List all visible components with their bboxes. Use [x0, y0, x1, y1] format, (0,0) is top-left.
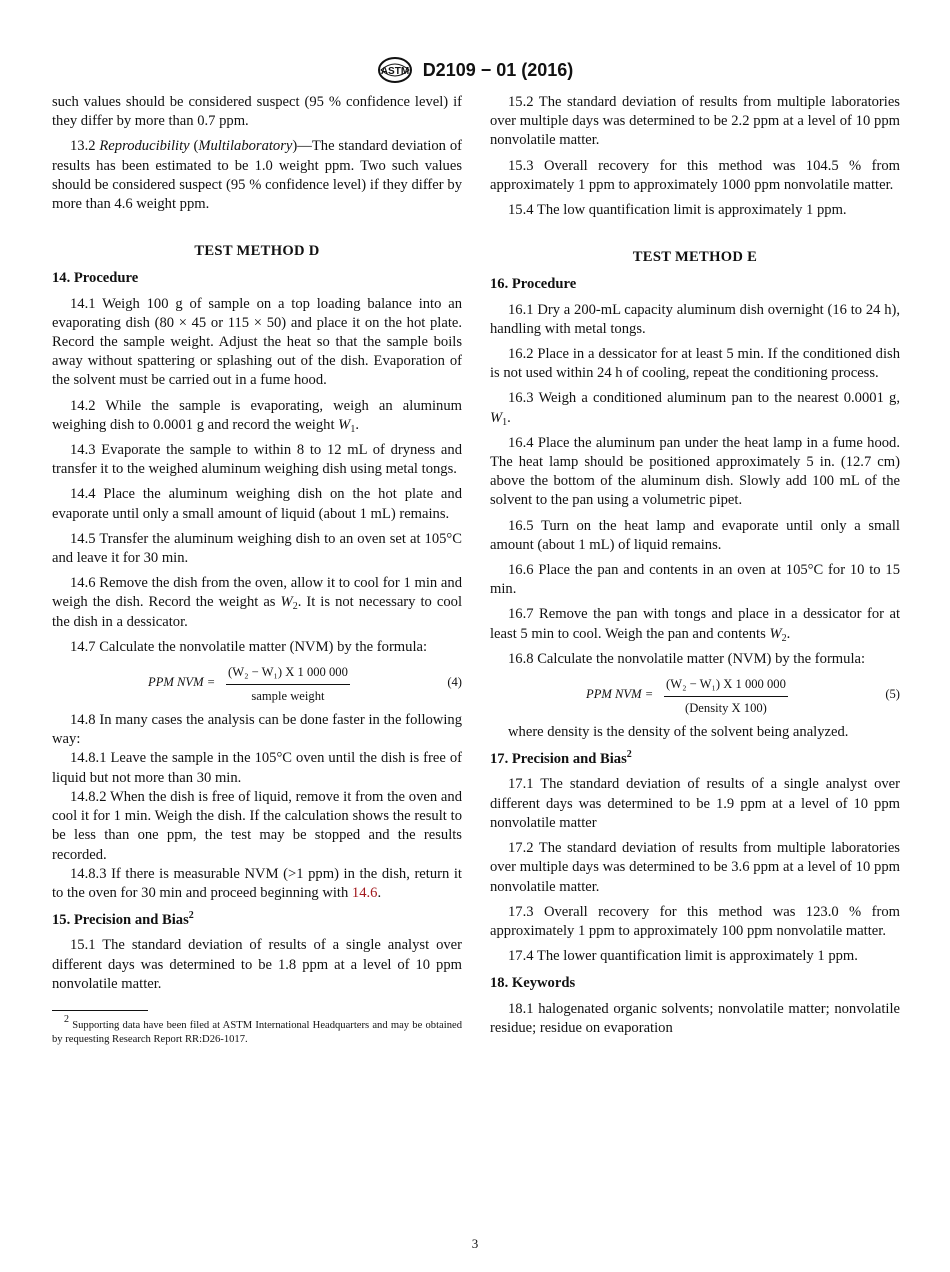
page-header — [0, 56, 950, 84]
paragraph-17-2: 17.2 The standard deviation of results from multiple laboratories over multiple days was determined to be 3.6 ppm at a level of 10 ppm nonvolatile matter. — [490, 840, 900, 895]
equation-5-number: (5) — [885, 687, 900, 702]
test-method-e-heading: TEST METHOD E — [632, 249, 758, 266]
paragraph-14-4: 14.4 Place the aluminum weighing dish on the hot plate and evaporate until only a small amount of liquid (about 1 mL) remains. — [52, 486, 462, 522]
section-18-title: 18. Keywords — [490, 975, 576, 992]
paragraph-16-3: 16.3 Weigh a conditioned aluminum pan to the nearest 0.0001 g, $W_1$. — [490, 390, 900, 428]
equation-4-number: (4) — [447, 675, 462, 690]
section-15-title: 15. Precision and Bias$^2$ — [52, 910, 194, 929]
paragraph-14-1: 14.1 Weigh 100 g of sample on a top loading balance into an evaporating dish (80 × 45 or 115 × 50) and place it on the hot plate. Record the sample weight. Adjust the heat so that the sample boils away without spattering or splashing out of the dish. Evaporation of the solvent must be carried out in a fume hood. — [52, 295, 462, 389]
left-column — [52, 93, 462, 1047]
paragraph-17-3: 17.3 Overall recovery for this method was 123.0 % from approximately 1 ppm to approximately 100 ppm nonvolatile matter. — [490, 903, 900, 939]
equation-4 — [52, 663, 462, 704]
equation-5-fraction — [664, 675, 788, 718]
link-14-6[interactable]: 14.6 — [351, 884, 378, 901]
paragraph-15-4: 15.4 The low quantification limit is approximately 1 ppm. — [508, 202, 847, 219]
paragraph-14-6: 14.6 Remove the dish from the oven, allow it to cool for 1 min and weigh the dish. Record the weight as $W_2$. It is not necessary to cool the dish in a dessicator. — [52, 575, 462, 630]
paragraph-15-1: 15.1 The standard deviation of results of a single analyst over different days was determined to be 1.8 ppm at a level of 10 ppm nonvolatile matter. — [52, 937, 462, 992]
paragraph-17-4: 17.4 The lower quantification limit is approximately 1 ppm. — [508, 948, 858, 965]
equation-4-lhs: PPM NVM = — [148, 675, 216, 690]
paragraph-14-7: 14.7 Calculate the nonvolatile matter (NVM) by the formula: — [70, 638, 428, 655]
equation-5-numerator: (W₂ − W₁) X 1 000 000 — [664, 675, 788, 697]
equation-5 — [490, 675, 900, 716]
paragraph-16-2: 16.2 Place in a dessicator for at least 5 min. If the conditioned dish is not used within 24 h of cooling, repeat the conditioning process. — [490, 346, 900, 382]
paragraph-15-3: 15.3 Overall recovery for this method was 104.5 % from approximately 1 ppm to approximately 1000 ppm nonvolatile matter. — [490, 157, 900, 193]
equation-4-denominator: sample weight — [251, 689, 325, 704]
equation-5-lhs: PPM NVM = — [586, 687, 654, 702]
paragraph-15-2: 15.2 The standard deviation of results from multiple laboratories over multiple days was determined to be 2.2 ppm at a level of 10 ppm nonvolatile matter. — [490, 94, 900, 149]
paragraph-17-1: 17.1 The standard deviation of results of a single analyst over different days was determined to be 1.9 ppm at a level of 10 ppm nonvolatile matter — [490, 776, 900, 831]
paragraph-14-8-3: 14.8.3 If there is measurable NVM (>1 ppm) in the dish, return it to the oven for 30 min and proceed beginning with 14.6. — [52, 865, 462, 901]
paragraph-16-7: 16.7 Remove the pan with tongs and place in a dessicator for at least 5 min to cool. Weigh the pan and contents $W_2$. — [490, 606, 900, 644]
equation-4-numerator: (W₂ − W₁) X 1 000 000 — [226, 663, 350, 685]
paragraph-16-1: 16.1 Dry a 200-mL capacity aluminum dish overnight (16 to 24 h), handling with metal tongs. — [490, 301, 900, 337]
right-column — [490, 93, 900, 1044]
paragraph-14-2: 14.2 While the sample is evaporating, weigh an aluminum weighing dish to 0.0001 g and record the weight $W_1$. — [52, 397, 462, 435]
section-17-title: 17. Precision and Bias$^2$ — [490, 749, 632, 768]
page-number: 3 — [471, 1236, 479, 1251]
paragraph-16-5: 16.5 Turn on the heat lamp and evaporate until only a small amount (about 1 mL) of liquid remains. — [490, 517, 900, 553]
section-14-title: 14. Procedure — [52, 270, 139, 287]
astm-logo-icon — [377, 56, 413, 84]
paragraph-18-1: 18.1 halogenated organic solvents; nonvolatile matter; nonvolatile residue; residue on evaporation — [490, 1000, 900, 1036]
section-16-title: 16. Procedure — [490, 276, 577, 293]
footnote-2: $^2$ Supporting data have been filed at ASTM International Headquarters and may be obtained by requesting Research Report RR:D26-1017. — [52, 1013, 462, 1045]
footnote-divider — [52, 1010, 148, 1011]
paragraph-14-8-2: 14.8.2 When the dish is free of liquid, remove it from the oven and cool it for 1 min. Weigh the dish. If the calculation shows the result to be less than one ppm, the test may be stopped and the results recorded. — [52, 788, 462, 863]
standard-designation: D2109 − 01 (2016) — [422, 59, 574, 80]
paragraph-16-6: 16.6 Place the pan and contents in an oven at 105°C for 10 to 15 min. — [490, 562, 900, 598]
footnote-ref[interactable]: 2 — [626, 749, 632, 761]
paragraph-13-2: 13.2 Reproducibility (Multilaboratory)—The standard deviation of results has been estimated to be 1.0 weight ppm. Two such values should be considered suspect (95 % confidence level) if they differ by more than 4.6 weight ppm. — [52, 138, 462, 213]
paragraph-13-1-cont: such values should be considered suspect (95 % confidence level) if they differ by more than 0.7 ppm. — [52, 94, 462, 130]
paragraph-14-8: 14.8 In many cases the analysis can be done faster in the following way: — [52, 712, 462, 748]
paragraph-16-8: 16.8 Calculate the nonvolatile matter (NVM) by the formula: — [508, 650, 866, 667]
paragraph-14-3: 14.3 Evaporate the sample to within 8 to 12 mL of dryness and transfer it to the weighed aluminum weighing dish using metal tongs. — [52, 442, 462, 478]
paragraph-14-5: 14.5 Transfer the aluminum weighing dish to an oven set at 105°C and leave it for 30 min. — [52, 530, 462, 567]
paragraph-14-8-1: 14.8.1 Leave the sample in the 105°C oven until the dish is free of liquid but not more than 30 min. — [52, 750, 462, 786]
svg-text:ASTM: ASTM — [380, 66, 409, 77]
test-method-d-heading: TEST METHOD D — [194, 243, 320, 260]
where-density-text: where density is the density of the solvent being analyzed. — [508, 724, 849, 741]
equation-4-fraction — [226, 663, 350, 706]
equation-5-denominator: (Density X 100) — [685, 701, 767, 716]
footnote-ref[interactable]: 2 — [188, 910, 194, 922]
paragraph-16-4: 16.4 Place the aluminum pan under the heat lamp in a fume hood. The heat lamp should be positioned approximately 5 in. (12.7 cm) above the bottom of the aluminum dish. Slowly add 100 mL of the solvent to the pan using a volumetric pipet. — [490, 434, 900, 509]
